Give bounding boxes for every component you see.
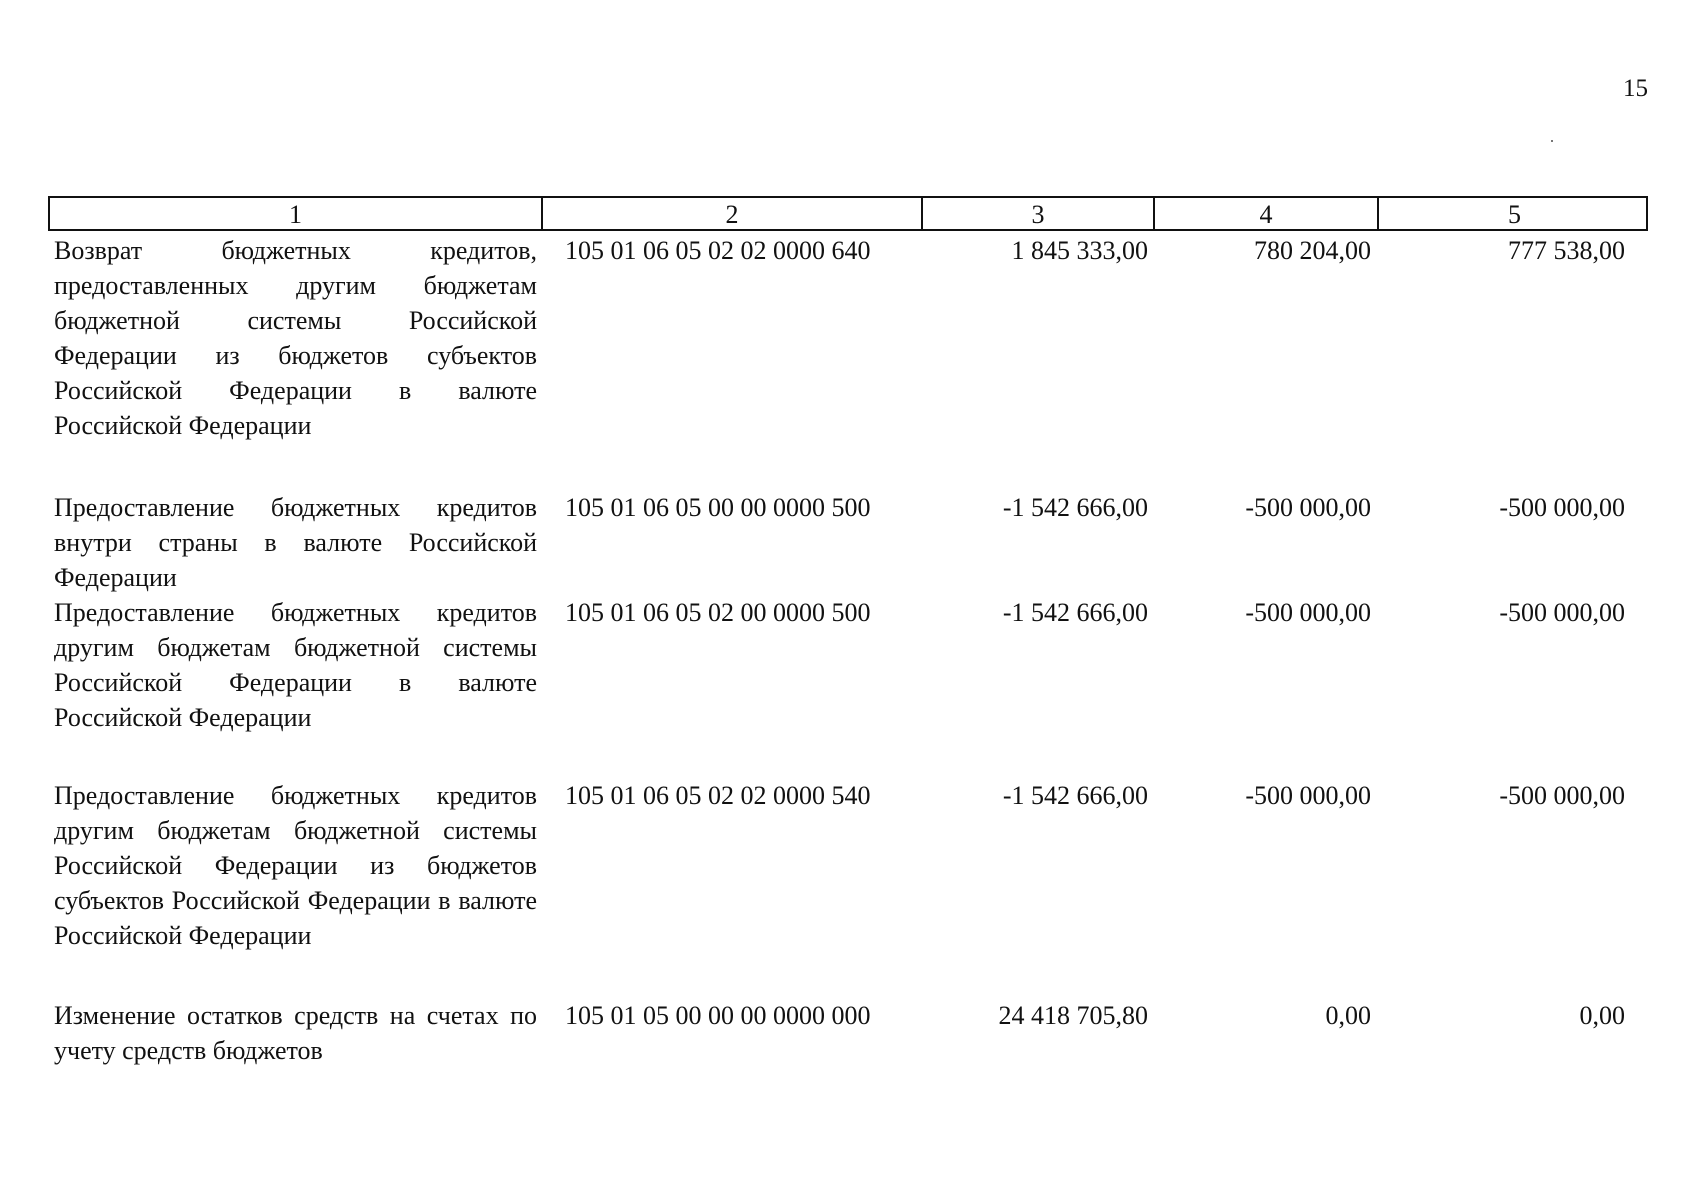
table-row <box>48 233 1648 443</box>
row-code: 105 01 05 00 00 00 0000 000 <box>565 1001 871 1030</box>
row-value-col5: 777 538,00 <box>1508 236 1625 265</box>
row-code: 105 01 06 05 00 00 0000 500 <box>565 493 871 522</box>
page-number: 15 <box>1623 75 1648 102</box>
column-header-5: 5 <box>1508 200 1521 229</box>
column-header-1: 1 <box>50 198 543 231</box>
row-value-col3: -1 542 666,00 <box>1002 781 1148 810</box>
scan-speck <box>1551 140 1553 142</box>
row-value-col4: -500 000,00 <box>1245 493 1371 522</box>
row-name: Изменение остатков средств на счетах по учету средств бюджетов <box>54 1001 537 1065</box>
row-name: Предоставление бюджетных кредитов внутри страны в валюте Российской Федерации <box>54 493 537 592</box>
row-value-col5: -500 000,00 <box>1499 493 1625 522</box>
table-row <box>48 998 1648 1068</box>
row-code: 105 01 06 05 02 02 0000 640 <box>565 236 871 265</box>
column-header-4: 4 <box>1155 198 1379 231</box>
table-row <box>48 595 1648 735</box>
row-value-col5: -500 000,00 <box>1499 781 1625 810</box>
row-value-col4: 0,00 <box>1325 1001 1371 1030</box>
row-code: 105 01 06 05 02 02 0000 540 <box>565 781 871 810</box>
table-header-row <box>48 196 1648 231</box>
column-header-2: 2 <box>543 198 923 231</box>
row-code: 105 01 06 05 02 00 0000 500 <box>565 598 871 627</box>
row-value-col4: -500 000,00 <box>1245 781 1371 810</box>
table-row <box>48 778 1648 953</box>
table-row <box>48 490 1648 595</box>
row-name: Предоставление бюджетных кредитов другим бюджетам бюджетной системы Российской Федерации из бюджетов субъектов Российской Федерации в валюте Российской Федерации <box>54 781 537 950</box>
row-value-col3: 24 418 705,80 <box>998 1001 1148 1030</box>
row-value-col3: 1 845 333,00 <box>1011 236 1148 265</box>
column-header-3: 3 <box>923 198 1155 231</box>
row-name: Предоставление бюджетных кредитов другим бюджетам бюджетной системы Российской Федерации в валюте Российской Федерации <box>54 598 537 732</box>
row-value-col3: -1 542 666,00 <box>1002 493 1148 522</box>
row-value-col4: 780 204,00 <box>1254 236 1371 265</box>
row-name: Возврат бюджетных кредитов, предоставленных другим бюджетам бюджетной системы Российской Федерации из бюджетов субъектов Российской Федерации в валюте Российской Федерации <box>54 236 537 440</box>
row-value-col5: 0,00 <box>1579 1001 1625 1030</box>
row-value-col5: -500 000,00 <box>1499 598 1625 627</box>
row-value-col3: -1 542 666,00 <box>1002 598 1148 627</box>
budget-table <box>48 196 1648 1068</box>
row-value-col4: -500 000,00 <box>1245 598 1371 627</box>
